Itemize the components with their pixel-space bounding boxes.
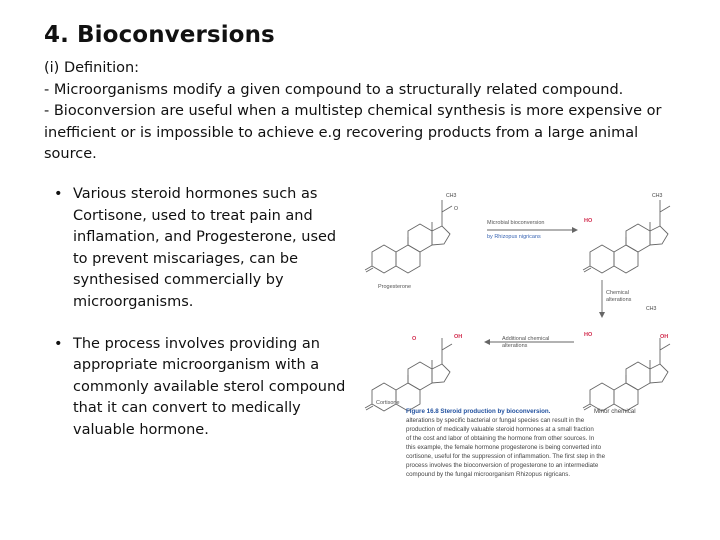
slide-title: 4. Bioconversions: [44, 22, 275, 48]
caption-line: alterations by specific bacterial or fungal species can result in the: [406, 417, 585, 424]
caption-lead: Figure 16.8 Steroid production by bioconversion.: [406, 408, 551, 415]
o-label: O: [412, 336, 417, 342]
microbial-bioconversion-label: Microbial bioconversion: [487, 220, 545, 226]
figure-caption: [406, 408, 636, 478]
caption-line: cortisone, useful for the suppression of inflammation. The first step in the: [406, 453, 606, 460]
bullet-text: The process involves providing an appropriate microorganism with a commonly available sterol compound that it can convert to medically valuable hormone.: [73, 335, 346, 438]
bullet-item: [52, 334, 352, 442]
caption-line: Minor chemical: [594, 408, 636, 415]
bullet-dot: •: [54, 335, 63, 352]
progesterone-label: Progesterone: [378, 284, 412, 290]
arrow-head: [484, 339, 490, 345]
bullet-list: [52, 184, 352, 462]
ch3-label: CH3: [652, 193, 663, 199]
intermediate-2-structure: [583, 338, 670, 411]
definition-line-2: - Bioconversion are useful when a multistep chemical synthesis is more expensive or inefficient or is impossible to achieve e.g recovering products from a large animal source.: [44, 103, 662, 162]
o-label: O: [454, 206, 459, 212]
additional-alterations-label: Additional chemical: [502, 336, 550, 342]
arrow-head: [572, 227, 578, 233]
ch3-label: CH3: [446, 193, 457, 199]
additional-alterations-label: alterations: [502, 343, 528, 349]
bullet-text: Various steroid hormones such as Cortisone, used to treat pain and inflamation, and Progesterone, used to prevent miscariages, can be synthesised commercially by microorganisms.: [73, 186, 337, 310]
chemical-alterations-label: alterations: [606, 297, 632, 303]
definition-heading: (i) Definition:: [44, 60, 140, 76]
ho-label: HO: [584, 332, 593, 338]
progesterone-structure: [365, 200, 452, 273]
caption-line: compound by the fungal microorganism Rhizopus nigricans.: [406, 471, 571, 478]
ch3-label: CH3: [646, 306, 657, 312]
definition-block: [44, 58, 684, 166]
ho-label: HO: [584, 218, 593, 224]
arrow-head: [599, 312, 605, 318]
caption-line: process involves the bioconversion of progesterone to an intermediate: [406, 462, 599, 469]
figure-svg: [362, 182, 688, 482]
oh-label: OH: [660, 334, 669, 340]
steroid-bioconversion-figure: [362, 182, 688, 482]
caption-line: production of medically valuable steroid hormones at a small fraction: [406, 426, 594, 433]
caption-line: this example, the female hormone progesterone is being converted into: [406, 444, 602, 451]
oh-label: OH: [454, 334, 463, 340]
intermediate-structure: [583, 200, 670, 273]
rhizopus-label: by Rhizopus nigricans: [487, 234, 541, 240]
chemical-alterations-label: Chemical: [606, 290, 629, 296]
caption-line: of the cost and labor of obtaining the hormone from other sources. In: [406, 435, 595, 442]
definition-line-1: - Microorganisms modify a given compound to a structurally related compound.: [44, 81, 624, 98]
bullet-dot: •: [54, 186, 63, 202]
cortisone-label: Cortisone: [376, 400, 400, 406]
bullet-item: [52, 184, 352, 314]
